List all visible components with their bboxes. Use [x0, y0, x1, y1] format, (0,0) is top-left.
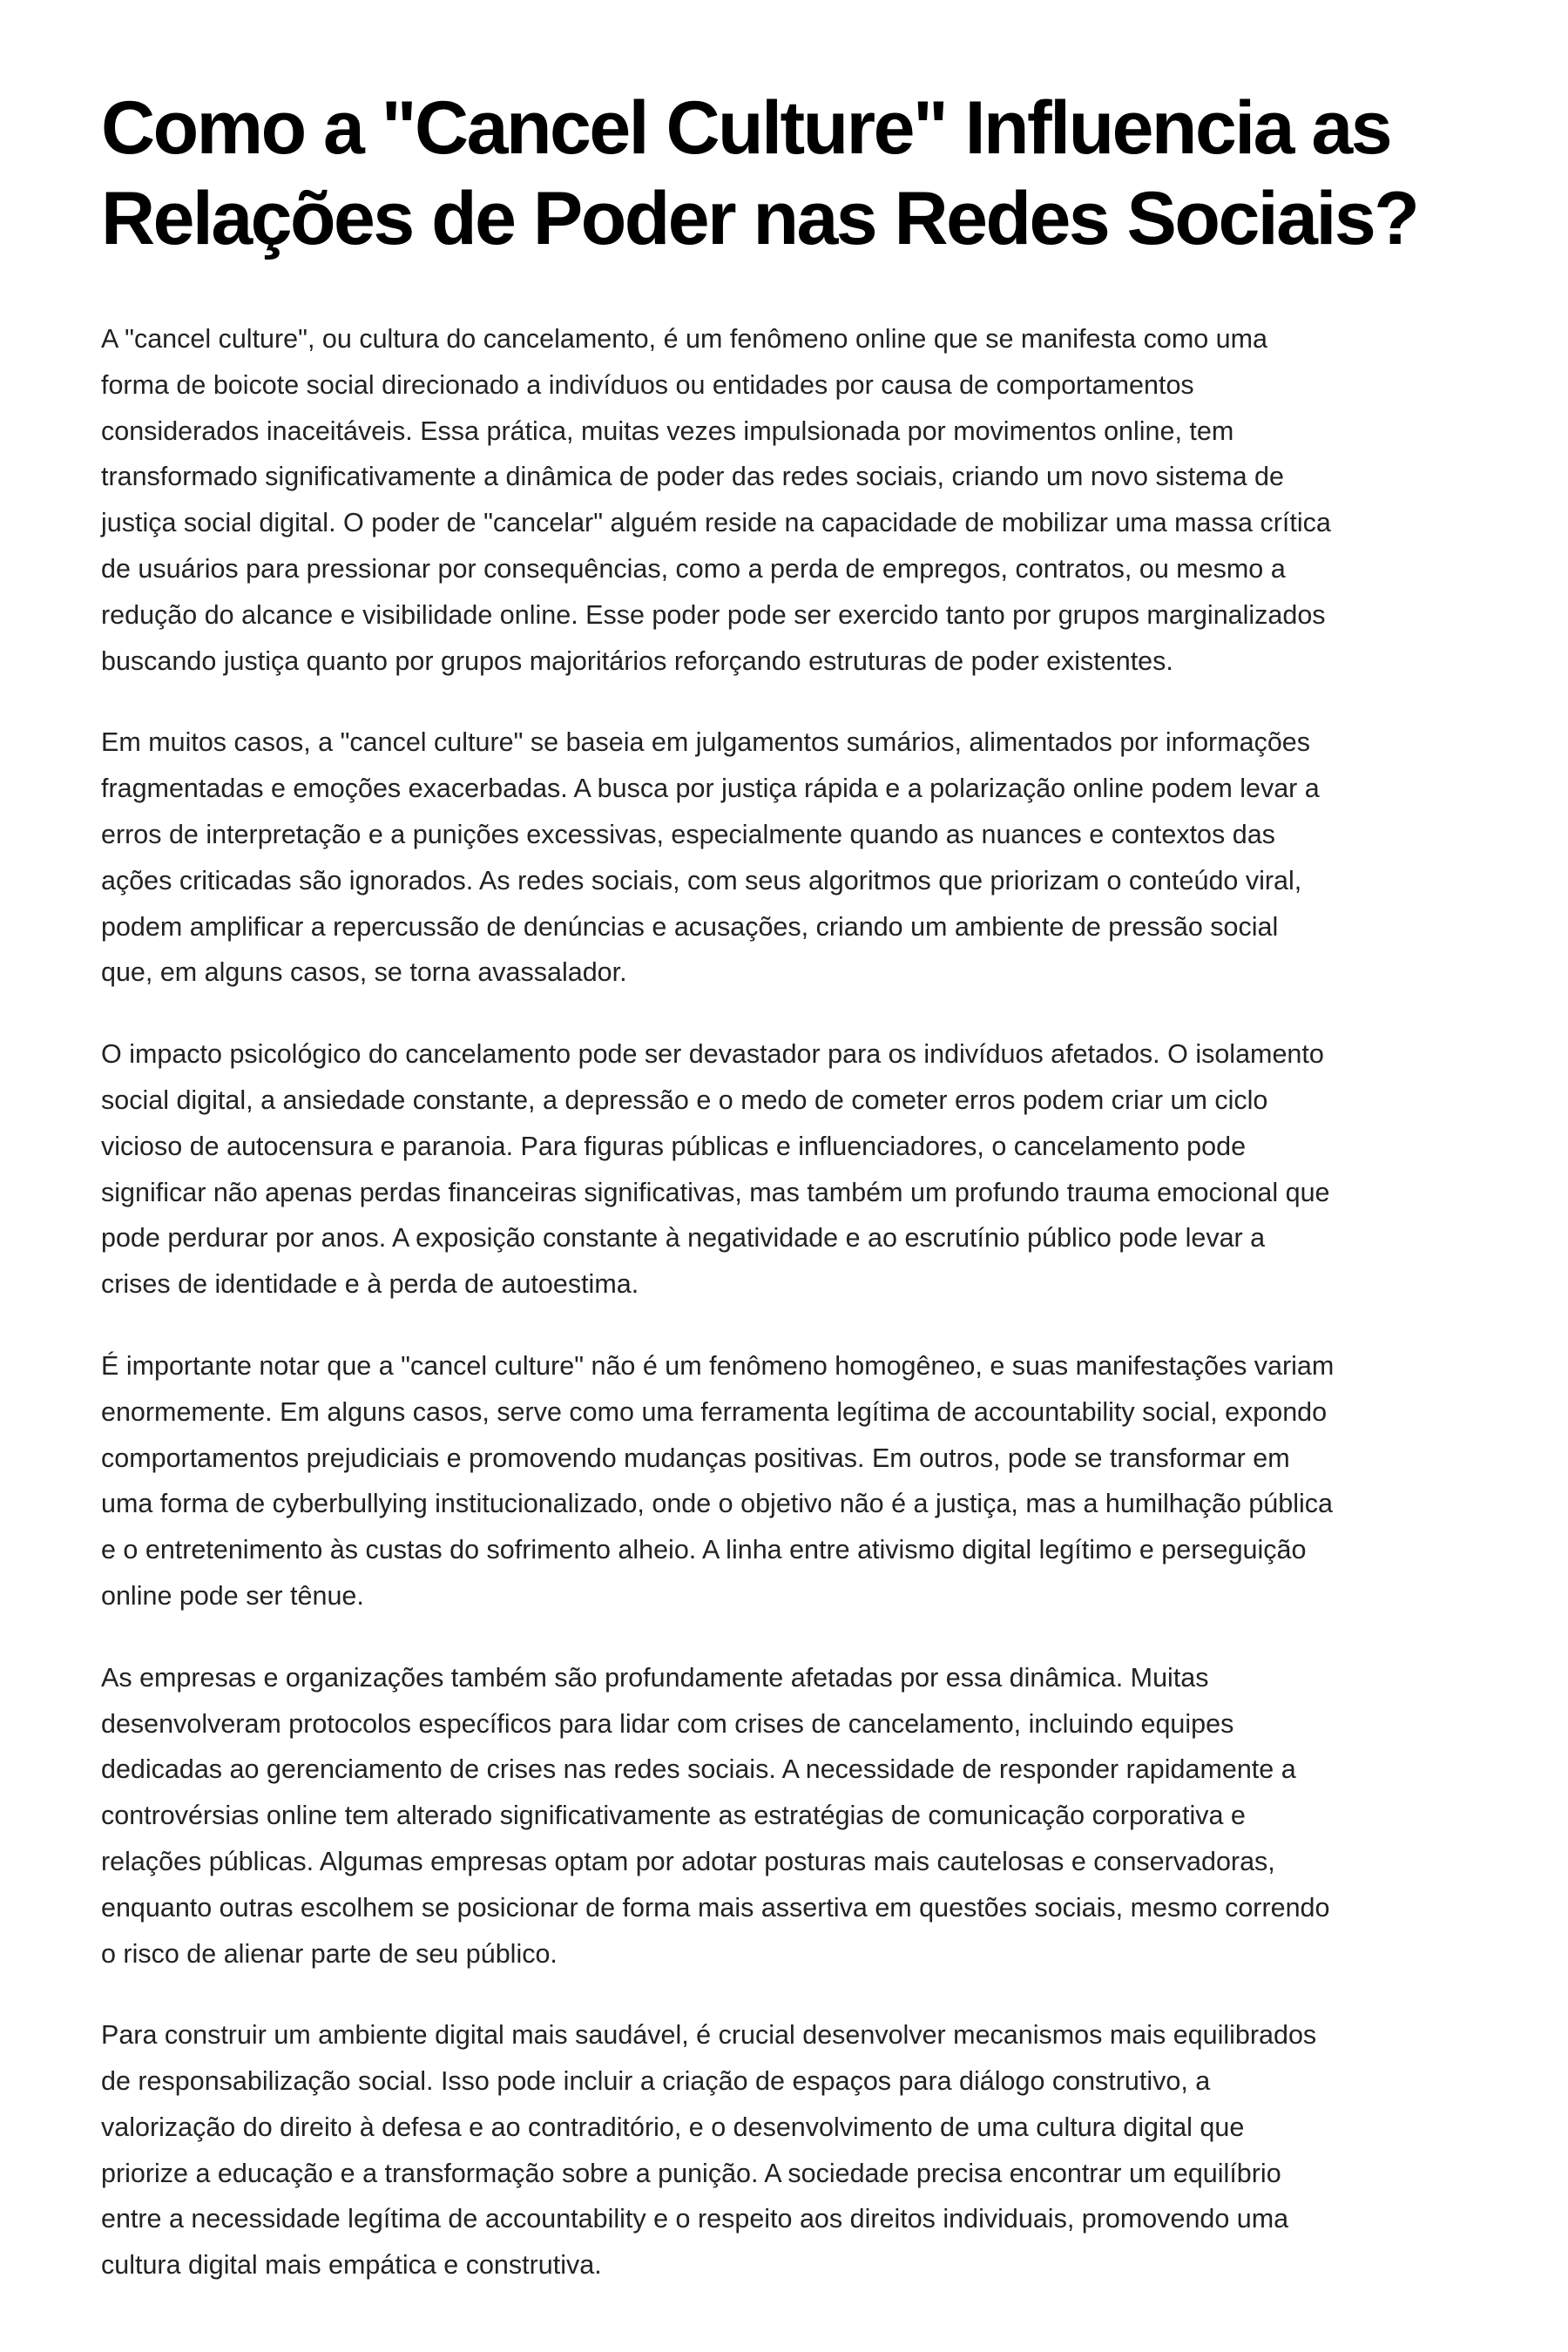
title-line: Como a "Cancel Culture" Influencia as	[101, 86, 1391, 170]
article	[101, 83, 1495, 2324]
paragraph-line: considerados inaceitáveis. Essa prática, muitas vezes impulsionada por movimentos online, tem	[101, 416, 1234, 446]
paragraph-line: crises de identidade e à perda de autoestima.	[101, 1269, 639, 1300]
paragraph-line: É importante notar que a "cancel culture" não é um fenômeno homogêneo, e suas manifestações variam	[101, 1350, 1335, 1381]
paragraph-line: pode perdurar por anos. A exposição constante à negatividade e ao escrutínio público pode levar a	[101, 1223, 1266, 1254]
paragraph-line: Para construir um ambiente digital mais saudável, é crucial desenvolver mecanismos mais equilibrados	[101, 2020, 1317, 2051]
paragraph-line: forma de boicote social direcionado a indivíduos ou entidades por causa de comportamentos	[101, 369, 1194, 400]
paragraph-line: que, em alguns casos, se torna avassalador.	[101, 957, 627, 988]
paragraph-line: significar não apenas perdas financeiras significativas, mas também um profundo trauma emocional que	[101, 1177, 1330, 1207]
paragraph-line: podem amplificar a repercussão de denúncias e acusações, criando um ambiente de pressão social	[101, 911, 1279, 942]
article-body	[101, 316, 1495, 2288]
paragraph-line: cultura digital mais empática e construtiva.	[101, 2250, 602, 2281]
paragraph-line: entre a necessidade legítima de accountability e o respeito aos direitos individuais, promovendo uma	[101, 2204, 1289, 2234]
paragraph-line: enormemente. Em alguns casos, serve como uma ferramenta legítima de accountability social, expondo	[101, 1396, 1328, 1427]
title-line: Relações de Poder nas Redes Sociais?	[101, 177, 1418, 260]
paragraph-line: social digital, a ansiedade constante, a depressão e o medo de cometer erros podem criar um ciclo	[101, 1085, 1268, 1115]
paragraph-line: justiça social digital. O poder de "cancelar" alguém reside na capacidade de mobilizar uma massa crítica	[101, 508, 1331, 538]
paragraph	[101, 2012, 1495, 2288]
paragraph	[101, 720, 1495, 996]
paragraph-line: valorização do direito à defesa e ao contraditório, e o desenvolvimento de uma cultura digital que	[101, 2112, 1245, 2142]
paragraph-line: de usuários para pressionar por consequências, como a perda de empregos, contratos, ou mesmo a	[101, 553, 1286, 584]
paragraph-line: dedicadas ao gerenciamento de crises nas redes sociais. A necessidade de responder rapidamente a	[101, 1754, 1296, 1785]
paragraph-line: controvérsias online tem alterado significativamente as estratégias de comunicação corporativa e	[101, 1801, 1246, 1831]
paragraph-line: relações públicas. Algumas empresas optam por adotar posturas mais cautelosas e conservadoras,	[101, 1846, 1275, 1876]
paragraph-line: A "cancel culture", ou cultura do cancelamento, é um fenômeno online que se manifesta como uma	[101, 324, 1268, 354]
paragraph-line: fragmentadas e emoções exacerbadas. A busca por justiça rápida e a polarização online podem levar a	[101, 774, 1320, 804]
paragraph-line: O impacto psicológico do cancelamento pode ser devastador para os indivíduos afetados. O isolamento	[101, 1039, 1324, 1070]
paragraph-line: As empresas e organizações também são profundamente afetadas por essa dinâmica. Muitas	[101, 1662, 1209, 1693]
paragraph-line: Em muitos casos, a "cancel culture" se baseia em julgamentos sumários, alimentados por informações	[101, 727, 1311, 758]
paragraph-line: online pode ser tênue.	[101, 1580, 364, 1611]
paragraph-line: comportamentos prejudiciais e promovendo mudanças positivas. Em outros, pode se transformar em	[101, 1443, 1290, 1473]
paragraph-line: e o entretenimento às custas do sofrimento alheio. A linha entre ativismo digital legítimo e perseguição	[101, 1535, 1307, 1565]
paragraph-line: erros de interpretação e a punições excessivas, especialmente quando as nuances e contextos das	[101, 819, 1275, 849]
paragraph-line: vicioso de autocensura e paranoia. Para figuras públicas e influenciadores, o cancelamento pode	[101, 1131, 1247, 1161]
paragraph-line: buscando justiça quanto por grupos majoritários reforçando estruturas de poder existentes.	[101, 645, 1173, 676]
paragraph-line: de responsabilização social. Isso pode incluir a criação de espaços para diálogo construtivo, a	[101, 2066, 1211, 2097]
paragraph-line: redução do alcance e visibilidade online. Esse poder pode ser exercido tanto por grupos marginalizados	[101, 599, 1326, 630]
paragraph	[101, 1343, 1495, 1619]
paragraph-line: o risco de alienar parte de seu público.	[101, 1938, 558, 1969]
paragraph-line: priorize a educação e a transformação sobre a punição. A sociedade precisa encontrar um equilíbrio	[101, 2158, 1281, 2188]
paragraph	[101, 1031, 1495, 1308]
paragraph	[101, 316, 1495, 684]
paragraph-line: ações criticadas são ignorados. As redes sociais, com seus algoritmos que priorizam o conteúdo viral,	[101, 865, 1302, 896]
paragraph	[101, 1655, 1495, 1977]
paragraph-line: desenvolveram protocolos específicos para lidar com crises de cancelamento, incluindo equipes	[101, 1708, 1234, 1739]
paragraph-line: uma forma de cyberbullying institucionalizado, onde o objetivo não é a justiça, mas a humilhação pública	[101, 1489, 1333, 1519]
paragraph-line: enquanto outras escolhem se posicionar de forma mais assertiva em questões sociais, mesmo correndo	[101, 1892, 1330, 1923]
article-title	[101, 83, 1495, 264]
paragraph-line: transformado significativamente a dinâmica de poder das redes sociais, criando um novo sistema de	[101, 462, 1284, 492]
